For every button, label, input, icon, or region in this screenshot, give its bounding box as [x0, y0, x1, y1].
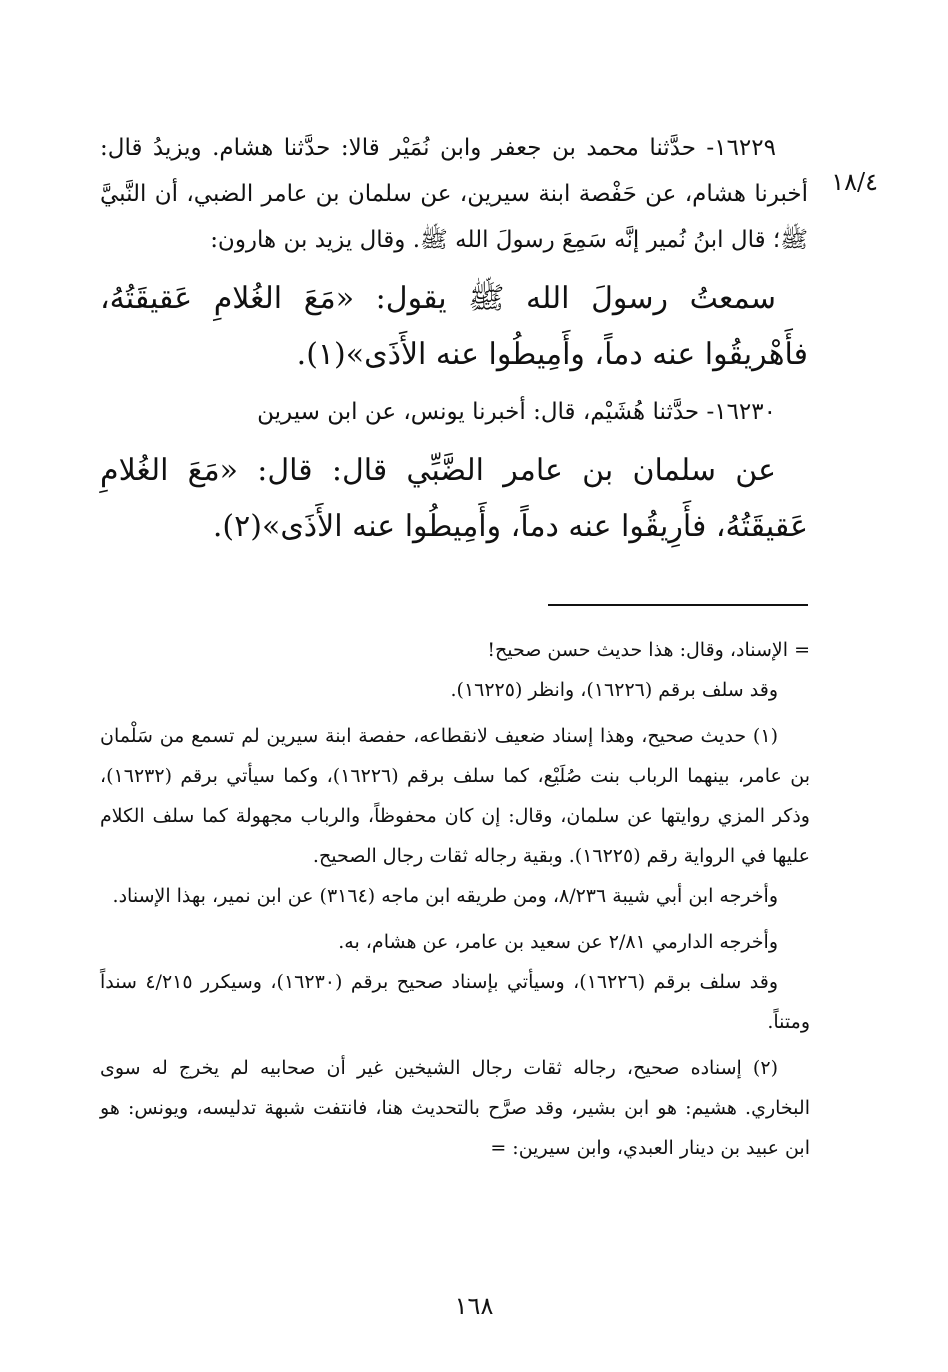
main-text: [100, 125, 808, 561]
footnote-paragraph: = الإسناد، وقال: هذا حديث حسن صحيح!: [487, 639, 810, 661]
footnote-paragraph: (١) حديث صحيح، وهذا إسناد ضعيف لانقطاعه، حفصة ابنة سيرين لم تسمع من سَلْمان بن عامر، بينهما الرباب بنت صُلَيْع، كما سلف برقم (١٦٢٢٦)، وكما سيأتي برقم (١٦٢٣٢)، وذكر المزي روايتها عن سلمان، وقال: إن كان محفوظاً، والرباب مجهولة كما سلف الكلام عليها في الرواية رقم (١٦٢٢٥). وبقية رجاله ثقات رجال الصحيح.: [100, 725, 810, 867]
footnote-paragraph: وأخرجه ابن أبي شيبة ٨/٢٣٦، ومن طريقه ابن ماجه (٣١٦٤) عن ابن نمير، بهذا الإسناد.: [112, 885, 778, 907]
footnotes: [100, 630, 810, 1168]
footnote-paragraph: وقد سلف برقم (١٦٢٢٦)، وانظر (١٦٢٢٥).: [450, 679, 778, 701]
footnote-paragraph: وقد سلف برقم (١٦٢٢٦)، وسيأتي بإسناد صحيح برقم (١٦٢٣٠)، وسيكرر ٤/٢١٥ سنداً ومتناً.: [100, 971, 810, 1033]
footnote-paragraph: (٢) إسناده صحيح، رجاله ثقات رجال الشيخين غير أن صحابيه لم يخرج له سوى البخاري. هشيم: هو ابن بشير، وقد صرَّح بالتحديث هنا، فانتفت شبهة تدليسه، ويونس: هو ابن عبيد بن دينار العبدي، وابن سيرين: =: [100, 1057, 810, 1159]
page-number: ١٦٨: [454, 1292, 494, 1320]
hadith-isnad: ١٦٢٣٠- حدَّثنا هُشَيْم، قال: أخبرنا يونس، عن ابن سيرين: [257, 399, 776, 425]
hadith-isnad: ١٦٢٢٩- حدَّثنا محمد بن جعفر وابن نُمَيْر قالا: حدَّثنا هشام. ويزيدُ قال: أخبرنا هشام، عن حَفْصة ابنة سيرين، عن سلمان بن عامر الضبي، أن النَّبيَّ ﷺ؛ قال ابنُ نُمير إنَّه سَمِعَ رسولَ الله ﷺ. وقال يزيد بن هارون:: [100, 135, 808, 253]
footnote-separator: [548, 604, 808, 606]
footnote-paragraph: وأخرجه الدارمي ٢/٨١ عن سعيد بن عامر، عن هشام، به.: [338, 931, 778, 953]
hadith-matn: سمعتُ رسولَ الله ﷺ يقول: «مَعَ الغُلامِ عَقيقَتُهُ، فأَهْريقُوا عنه دماً، وأَمِيطُوا عنه الأَذَى»(١).: [100, 281, 808, 372]
hadith-matn: عن سلمان بن عامر الضَّبِّي قال: قال: «مَعَ الغُلامِ عَقيقَتُهُ، فأَرِيقُوا عنه دماً، وأَمِيطُوا عنه الأَذَى»(٢).: [100, 453, 808, 544]
margin-reference: ١٨/٤: [831, 168, 878, 196]
